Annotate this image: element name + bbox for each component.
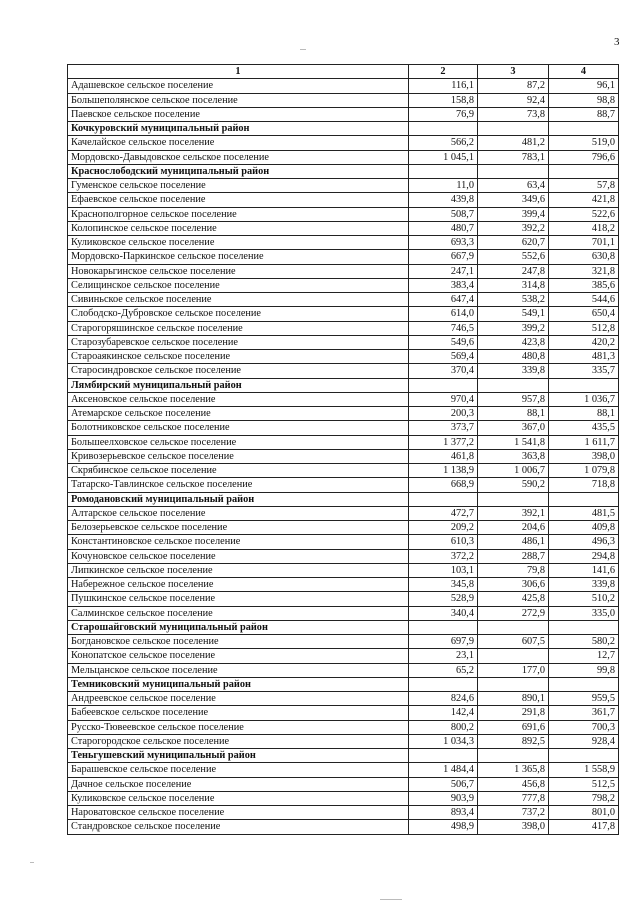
value-col-4: 510,2	[549, 592, 619, 606]
table-body	[68, 79, 619, 834]
table-row	[68, 635, 619, 649]
empty-cell	[549, 164, 619, 178]
value-col-4: 99,8	[549, 663, 619, 677]
value-col-3: 423,8	[478, 335, 549, 349]
table-row	[68, 464, 619, 478]
value-col-4: 701,1	[549, 236, 619, 250]
table-row	[68, 649, 619, 663]
value-col-4: 88,1	[549, 407, 619, 421]
settlement-name: Белозерьевское сельское поселение	[68, 521, 409, 535]
district-name: Краснослободский муниципальный район	[68, 164, 409, 178]
value-col-2: 209,2	[409, 521, 478, 535]
value-col-3: 306,6	[478, 578, 549, 592]
value-col-4: 141,6	[549, 563, 619, 577]
value-col-3: 204,6	[478, 521, 549, 535]
settlement-name: Кривозерьевское сельское поселение	[68, 449, 409, 463]
column-header-2: 2	[409, 65, 478, 79]
budget-table	[67, 64, 619, 835]
value-col-3: 1 365,8	[478, 763, 549, 777]
value-col-3: 890,1	[478, 692, 549, 706]
settlement-name: Стандровское сельское поселение	[68, 820, 409, 834]
settlement-name: Андреевское сельское поселение	[68, 692, 409, 706]
settlement-name: Бабеевское сельское поселение	[68, 706, 409, 720]
value-col-2: 893,4	[409, 806, 478, 820]
settlement-name: Салминское сельское поселение	[68, 606, 409, 620]
district-row	[68, 749, 619, 763]
value-col-3: 538,2	[478, 293, 549, 307]
value-col-3: 339,8	[478, 364, 549, 378]
value-col-3: 456,8	[478, 777, 549, 791]
settlement-name: Староаякинское сельское поселение	[68, 350, 409, 364]
table-row	[68, 549, 619, 563]
value-col-3: 291,8	[478, 706, 549, 720]
settlement-name: Мордовско-Паркинское сельское поселение	[68, 250, 409, 264]
empty-cell	[549, 620, 619, 634]
value-col-4: 959,5	[549, 692, 619, 706]
value-col-4: 361,7	[549, 706, 619, 720]
value-col-4: 420,2	[549, 335, 619, 349]
value-col-4: 1 558,9	[549, 763, 619, 777]
settlement-name: Ефаевское сельское поселение	[68, 193, 409, 207]
table-row	[68, 307, 619, 321]
value-col-4: 1 079,8	[549, 464, 619, 478]
table-row	[68, 578, 619, 592]
district-name: Лямбирский муниципальный район	[68, 378, 409, 392]
value-col-3: 399,2	[478, 321, 549, 335]
value-col-3: 392,1	[478, 506, 549, 520]
value-col-3: 552,6	[478, 250, 549, 264]
value-col-4: 398,0	[549, 449, 619, 463]
value-col-4: 928,4	[549, 734, 619, 748]
value-col-4: 321,8	[549, 264, 619, 278]
table-row	[68, 321, 619, 335]
value-col-3: 87,2	[478, 79, 549, 93]
settlement-name: Дачное сельское поселение	[68, 777, 409, 791]
value-col-3: 607,5	[478, 635, 549, 649]
table-row	[68, 592, 619, 606]
district-row	[68, 164, 619, 178]
value-col-3	[478, 649, 549, 663]
value-col-2: 116,1	[409, 79, 478, 93]
settlement-name: Куликовское сельское поселение	[68, 791, 409, 805]
value-col-3: 247,8	[478, 264, 549, 278]
district-name: Темниковский муниципальный район	[68, 677, 409, 691]
value-col-3: 288,7	[478, 549, 549, 563]
value-col-2: 345,8	[409, 578, 478, 592]
settlement-name: Большеполянское сельское поселение	[68, 93, 409, 107]
empty-cell	[549, 677, 619, 691]
value-col-4: 435,5	[549, 421, 619, 435]
page-number: 3	[614, 36, 620, 48]
value-col-3: 363,8	[478, 449, 549, 463]
value-col-4: 417,8	[549, 820, 619, 834]
value-col-3: 272,9	[478, 606, 549, 620]
scan-mark	[380, 899, 402, 900]
value-col-3: 590,2	[478, 478, 549, 492]
table-row	[68, 563, 619, 577]
value-col-4: 1 611,7	[549, 435, 619, 449]
value-col-2: 372,2	[409, 549, 478, 563]
value-col-2: 480,7	[409, 221, 478, 235]
value-col-2: 103,1	[409, 563, 478, 577]
settlement-name: Русско-Тювеевское сельское поселение	[68, 720, 409, 734]
settlement-name: Колопинское сельское поселение	[68, 221, 409, 235]
value-col-3: 399,4	[478, 207, 549, 221]
table-row	[68, 478, 619, 492]
district-row	[68, 122, 619, 136]
value-col-3: 486,1	[478, 535, 549, 549]
empty-cell	[409, 492, 478, 506]
settlement-name: Аксеновское сельское поселение	[68, 392, 409, 406]
table-row	[68, 136, 619, 150]
table-row	[68, 521, 619, 535]
empty-cell	[409, 378, 478, 392]
value-col-2: 498,9	[409, 820, 478, 834]
value-col-4: 522,6	[549, 207, 619, 221]
empty-cell	[478, 749, 549, 763]
scan-mark	[30, 862, 34, 863]
value-col-3: 92,4	[478, 93, 549, 107]
empty-cell	[409, 164, 478, 178]
settlement-name: Татарско-Тавлинское сельское поселение	[68, 478, 409, 492]
table-row	[68, 506, 619, 520]
table-row	[68, 734, 619, 748]
value-col-2: 1 484,4	[409, 763, 478, 777]
value-col-2: 373,7	[409, 421, 478, 435]
district-row	[68, 677, 619, 691]
empty-cell	[549, 378, 619, 392]
column-header-1: 1	[68, 65, 409, 79]
value-col-3: 88,1	[478, 407, 549, 421]
value-col-3: 63,4	[478, 179, 549, 193]
district-name: Кочкуровский муниципальный район	[68, 122, 409, 136]
value-col-4: 88,7	[549, 107, 619, 121]
value-col-2: 1 138,9	[409, 464, 478, 478]
value-col-4: 544,6	[549, 293, 619, 307]
empty-cell	[478, 164, 549, 178]
value-col-2: 76,9	[409, 107, 478, 121]
table-row	[68, 449, 619, 463]
value-col-3: 1 006,7	[478, 464, 549, 478]
settlement-name: Мордовско-Давыдовское сельское поселение	[68, 150, 409, 164]
table-row	[68, 250, 619, 264]
value-col-3: 367,0	[478, 421, 549, 435]
table-row	[68, 392, 619, 406]
value-col-4: 98,8	[549, 93, 619, 107]
value-col-4: 418,2	[549, 221, 619, 235]
value-col-2: 970,4	[409, 392, 478, 406]
value-col-3: 549,1	[478, 307, 549, 321]
value-col-3: 73,8	[478, 107, 549, 121]
value-col-2: 65,2	[409, 663, 478, 677]
value-col-4: 496,3	[549, 535, 619, 549]
empty-cell	[478, 492, 549, 506]
value-col-2: 647,4	[409, 293, 478, 307]
value-col-2: 668,9	[409, 478, 478, 492]
settlement-name: Слободско-Дубровское сельское поселение	[68, 307, 409, 321]
settlement-name: Конопатское сельское поселение	[68, 649, 409, 663]
value-col-3: 783,1	[478, 150, 549, 164]
value-col-4: 385,6	[549, 278, 619, 292]
table-row	[68, 364, 619, 378]
table-row	[68, 535, 619, 549]
value-col-3: 177,0	[478, 663, 549, 677]
settlement-name: Атемарское сельское поселение	[68, 407, 409, 421]
value-col-3: 481,2	[478, 136, 549, 150]
settlement-name: Гуменское сельское поселение	[68, 179, 409, 193]
value-col-2: 566,2	[409, 136, 478, 150]
value-col-2: 472,7	[409, 506, 478, 520]
value-col-3: 425,8	[478, 592, 549, 606]
value-col-2: 247,1	[409, 264, 478, 278]
empty-cell	[409, 749, 478, 763]
table-row	[68, 706, 619, 720]
value-col-2: 340,4	[409, 606, 478, 620]
value-col-3: 314,8	[478, 278, 549, 292]
value-col-4: 421,8	[549, 193, 619, 207]
value-col-4: 801,0	[549, 806, 619, 820]
value-col-2: 461,8	[409, 449, 478, 463]
table-row	[68, 791, 619, 805]
district-name: Ромодановский муниципальный район	[68, 492, 409, 506]
value-col-2: 610,3	[409, 535, 478, 549]
value-col-4: 409,8	[549, 521, 619, 535]
settlement-name: Пушкинское сельское поселение	[68, 592, 409, 606]
value-col-4: 512,8	[549, 321, 619, 335]
value-col-2: 508,7	[409, 207, 478, 221]
empty-cell	[409, 677, 478, 691]
settlement-name: Кочуновское сельское поселение	[68, 549, 409, 563]
value-col-4: 481,3	[549, 350, 619, 364]
value-col-2: 158,8	[409, 93, 478, 107]
table-row	[68, 350, 619, 364]
value-col-4: 335,7	[549, 364, 619, 378]
table-row	[68, 777, 619, 791]
table-row	[68, 606, 619, 620]
district-row	[68, 492, 619, 506]
value-col-4: 512,5	[549, 777, 619, 791]
district-name: Теньгушевский муниципальный район	[68, 749, 409, 763]
table-row	[68, 421, 619, 435]
settlement-name: Куликовское сельское поселение	[68, 236, 409, 250]
table-row	[68, 293, 619, 307]
value-col-3: 392,2	[478, 221, 549, 235]
settlement-name: Селищинское сельское поселение	[68, 278, 409, 292]
settlement-name: Сивиньское сельское поселение	[68, 293, 409, 307]
value-col-4: 335,0	[549, 606, 619, 620]
value-col-3: 349,6	[478, 193, 549, 207]
value-col-2: 824,6	[409, 692, 478, 706]
settlement-name: Старосиндровское сельское поселение	[68, 364, 409, 378]
value-col-4: 630,8	[549, 250, 619, 264]
value-col-2: 1 377,2	[409, 435, 478, 449]
value-col-4: 700,3	[549, 720, 619, 734]
value-col-2: 200,3	[409, 407, 478, 421]
settlement-name: Болотниковское сельское поселение	[68, 421, 409, 435]
table-row	[68, 806, 619, 820]
settlement-name: Новокарьгинское сельское поселение	[68, 264, 409, 278]
table-row	[68, 820, 619, 834]
value-col-2: 667,9	[409, 250, 478, 264]
table-row	[68, 150, 619, 164]
table-row	[68, 763, 619, 777]
empty-cell	[409, 122, 478, 136]
value-col-4: 294,8	[549, 549, 619, 563]
table-row	[68, 107, 619, 121]
table-row	[68, 663, 619, 677]
settlement-name: Алтарское сельское поселение	[68, 506, 409, 520]
settlement-name: Адашевское сельское поселение	[68, 79, 409, 93]
settlement-name: Качелайское сельское поселение	[68, 136, 409, 150]
scan-mark	[300, 49, 306, 50]
value-col-4: 519,0	[549, 136, 619, 150]
value-col-3: 398,0	[478, 820, 549, 834]
value-col-2: 693,3	[409, 236, 478, 250]
empty-cell	[549, 749, 619, 763]
settlement-name: Скрябинское сельское поселение	[68, 464, 409, 478]
value-col-2: 383,4	[409, 278, 478, 292]
value-col-2: 1 045,1	[409, 150, 478, 164]
value-col-2: 11,0	[409, 179, 478, 193]
column-header-3: 3	[478, 65, 549, 79]
table-row	[68, 435, 619, 449]
settlement-name: Барашевское сельское поселение	[68, 763, 409, 777]
value-col-4: 96,1	[549, 79, 619, 93]
table-row	[68, 264, 619, 278]
value-col-4: 339,8	[549, 578, 619, 592]
value-col-2: 569,4	[409, 350, 478, 364]
value-col-3: 892,5	[478, 734, 549, 748]
table-row	[68, 179, 619, 193]
settlement-name: Богдановское сельское поселение	[68, 635, 409, 649]
table-row	[68, 93, 619, 107]
value-col-2: 903,9	[409, 791, 478, 805]
settlement-name: Константиновское сельское поселение	[68, 535, 409, 549]
settlement-name: Липкинское сельское поселение	[68, 563, 409, 577]
settlement-name: Старогоряшинское сельское поселение	[68, 321, 409, 335]
value-col-2: 506,7	[409, 777, 478, 791]
table-row	[68, 79, 619, 93]
value-col-2: 439,8	[409, 193, 478, 207]
value-col-3: 79,8	[478, 563, 549, 577]
value-col-2: 614,0	[409, 307, 478, 321]
settlement-name: Набережное сельское поселение	[68, 578, 409, 592]
value-col-4: 796,6	[549, 150, 619, 164]
value-col-3: 620,7	[478, 236, 549, 250]
value-col-2: 697,9	[409, 635, 478, 649]
settlement-name: Старогородское сельское поселение	[68, 734, 409, 748]
district-row	[68, 378, 619, 392]
value-col-2: 746,5	[409, 321, 478, 335]
value-col-3: 1 541,8	[478, 435, 549, 449]
settlement-name: Нароватовское сельское поселение	[68, 806, 409, 820]
table-row	[68, 193, 619, 207]
empty-cell	[478, 620, 549, 634]
empty-cell	[478, 122, 549, 136]
value-col-4: 580,2	[549, 635, 619, 649]
empty-cell	[478, 378, 549, 392]
value-col-3: 480,8	[478, 350, 549, 364]
table-row	[68, 278, 619, 292]
value-col-4: 12,7	[549, 649, 619, 663]
value-col-2: 1 034,3	[409, 734, 478, 748]
empty-cell	[549, 122, 619, 136]
value-col-4: 57,8	[549, 179, 619, 193]
value-col-2: 800,2	[409, 720, 478, 734]
empty-cell	[478, 677, 549, 691]
value-col-2: 528,9	[409, 592, 478, 606]
district-row	[68, 620, 619, 634]
value-col-4: 481,5	[549, 506, 619, 520]
table-header-row	[68, 65, 619, 79]
district-name: Старошайговский муниципальный район	[68, 620, 409, 634]
table-row	[68, 720, 619, 734]
value-col-4: 1 036,7	[549, 392, 619, 406]
column-header-4: 4	[549, 65, 619, 79]
value-col-4: 718,8	[549, 478, 619, 492]
settlement-name: Паевское сельское поселение	[68, 107, 409, 121]
value-col-2: 370,4	[409, 364, 478, 378]
empty-cell	[549, 492, 619, 506]
table-row	[68, 692, 619, 706]
settlement-name: Старозубаревское сельское поселение	[68, 335, 409, 349]
value-col-3: 737,2	[478, 806, 549, 820]
table-row	[68, 236, 619, 250]
value-col-3: 957,8	[478, 392, 549, 406]
table-row	[68, 407, 619, 421]
settlement-name: Большеелховское сельское поселение	[68, 435, 409, 449]
value-col-2: 142,4	[409, 706, 478, 720]
value-col-3: 777,8	[478, 791, 549, 805]
value-col-2: 23,1	[409, 649, 478, 663]
value-col-4: 650,4	[549, 307, 619, 321]
settlement-name: Краснополгорное сельское поселение	[68, 207, 409, 221]
value-col-3: 691,6	[478, 720, 549, 734]
empty-cell	[409, 620, 478, 634]
table-row	[68, 207, 619, 221]
table-row	[68, 335, 619, 349]
value-col-4: 798,2	[549, 791, 619, 805]
settlement-name: Мельцанское сельское поселение	[68, 663, 409, 677]
table-row	[68, 221, 619, 235]
value-col-2: 549,6	[409, 335, 478, 349]
